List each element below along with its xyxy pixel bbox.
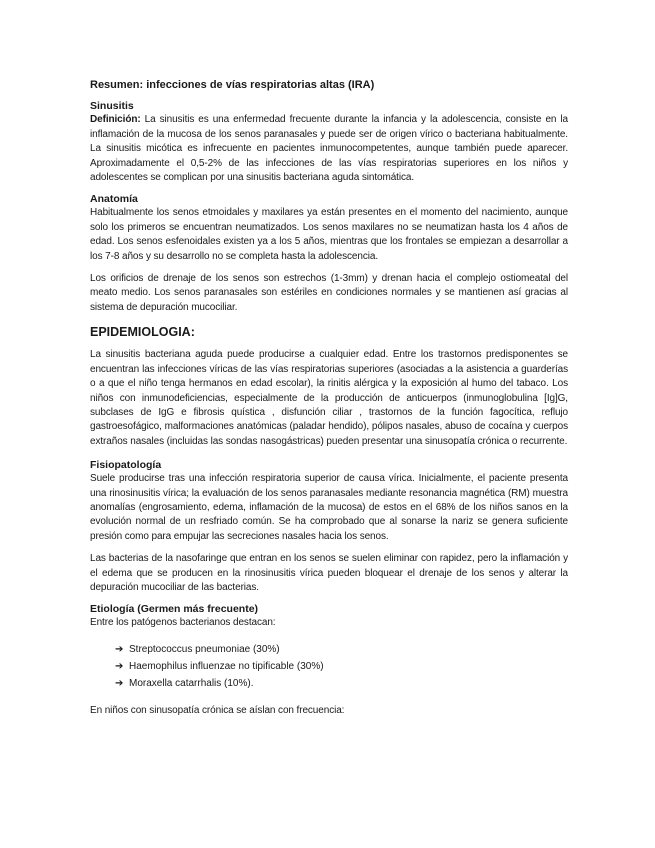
- arrow-bullet-icon: ➔: [115, 643, 124, 655]
- list-item-text: Haemophilus influenzae no tipificable (30%): [129, 660, 324, 672]
- fisiopatologia-paragraph-2: Las bacterias de la nasofaringe que entran en los senos se suelen eliminar con rapidez, pero la inflamación y el edema que se producen en la rinosinusitis vírica pueden bloquear el drenaje de los senos y alterar la depuración mucociliar de las bacterias.: [90, 553, 568, 593]
- anatomia-paragraph-2: Los orificios de drenaje de los senos son estrechos (1-3mm) y drenan hacia el complejo ostiomeatal del meato medio. Los senos paranasales son estériles en condiciones normales y se mantienen así gracias al sistema de depuración mucociliar.: [90, 273, 568, 313]
- arrow-bullet-icon: ➔: [115, 660, 124, 672]
- arrow-bullet-icon: ➔: [115, 677, 124, 689]
- definition-label: Definición:: [90, 114, 141, 126]
- heading-anatomia: Anatomía: [90, 193, 138, 206]
- etiologia-intro: Entre los patógenos bacterianos destacan:: [90, 617, 276, 629]
- document-page: [90, 78, 568, 718]
- fisiopatologia-paragraph-1: Suele producirse tras una infección respiratoria superior de causa vírica. Inicialmente, el paciente presenta una rinosinusitis vírica; la evaluación de los senos paranasales mediante resonancia magnética (RM) muestra anomalías (engrosamiento, edema, inflamación de la mucosa) de estos en el 68% de los niños sanos en la evolución normal de un resfriado común. Se ha comprobado que al sonarse la nariz se genera suficiente presión como para empujar las secreciones nasales hacia los senos.: [90, 473, 568, 542]
- definition-text: La sinusitis es una enfermedad frecuente durante la infancia y la adolescencia, consiste en la inflamación de la mucosa de los senos paranasales y puede ser de origen vírico o bacteriana habitualmente. La sinusitis micótica es infrecuente en pacientes inmunocompetentes, aunque también puede aparecer. Aproximadamente el 0,5-2% de las infecciones de las vías respiratorias superiores en los niños y adolescentes se complican por una sinusitis bacteriana aguda sintomática.: [90, 114, 568, 184]
- etiologia-closing: En niños con sinusopatía crónica se aíslan con frecuencia:: [90, 704, 345, 716]
- heading-etiologia: Etiología (Germen más frecuente): [90, 603, 259, 616]
- pathogen-list: [90, 641, 568, 692]
- list-item-text: Moraxella catarrhalis (10%).: [129, 677, 254, 689]
- list-item: [115, 641, 568, 658]
- heading-fisiopatologia: Fisiopatología: [90, 459, 162, 472]
- list-item: [115, 658, 568, 675]
- epidemiologia-paragraph: La sinusitis bacteriana aguda puede producirse a cualquier edad. Entre los trastornos predisponentes se encuentran las infecciones víricas de las vías respiratorias superiores (asociadas a la asistencia a guarderías o a que el niño tenga hermanos en edad escolar), la rinitis alérgica y la exposición al humo del tabaco. Los niños con inmunodeficiencias, especialmente de la producción de anticuerpos (inmunoglobulina [Ig]G, subclases de IgG e fibrosis quística , disfunción ciliar , trastornos de la función fagocítica, reflujo gastroesofágico, malformaciones anatómicas (paladar hendido), pólipos nasales, abuso de cocaína y cuerpos extraños nasales (incluidas las sondas nasogástricas) pueden presentar una sinusopatía crónica o recurrente.: [90, 349, 568, 447]
- list-item-text: Streptococcus pneumoniae (30%): [129, 643, 280, 655]
- document-title: Resumen: infecciones de vías respiratorias altas (IRA): [90, 79, 375, 91]
- sinusitis-definition: [90, 113, 568, 185]
- heading-sinusitis: Sinusitis: [90, 100, 134, 113]
- anatomia-paragraph-1: Habitualmente los senos etmoidales y maxilares ya están presentes en el momento del nacimiento, aunque solo los primeros se encuentran neumatizados. Los senos maxilares no se neumatizan hasta los 4 años de edad. Los senos esfenoidales existen ya a los 5 años, mientras que los frontales se empiezan a desarrollar a los 7-8 años y su desarrollo no se completa hasta la adolescencia.: [90, 207, 568, 262]
- list-item: [115, 675, 568, 692]
- heading-epidemiologia: EPIDEMIOLOGIA:: [90, 325, 195, 340]
